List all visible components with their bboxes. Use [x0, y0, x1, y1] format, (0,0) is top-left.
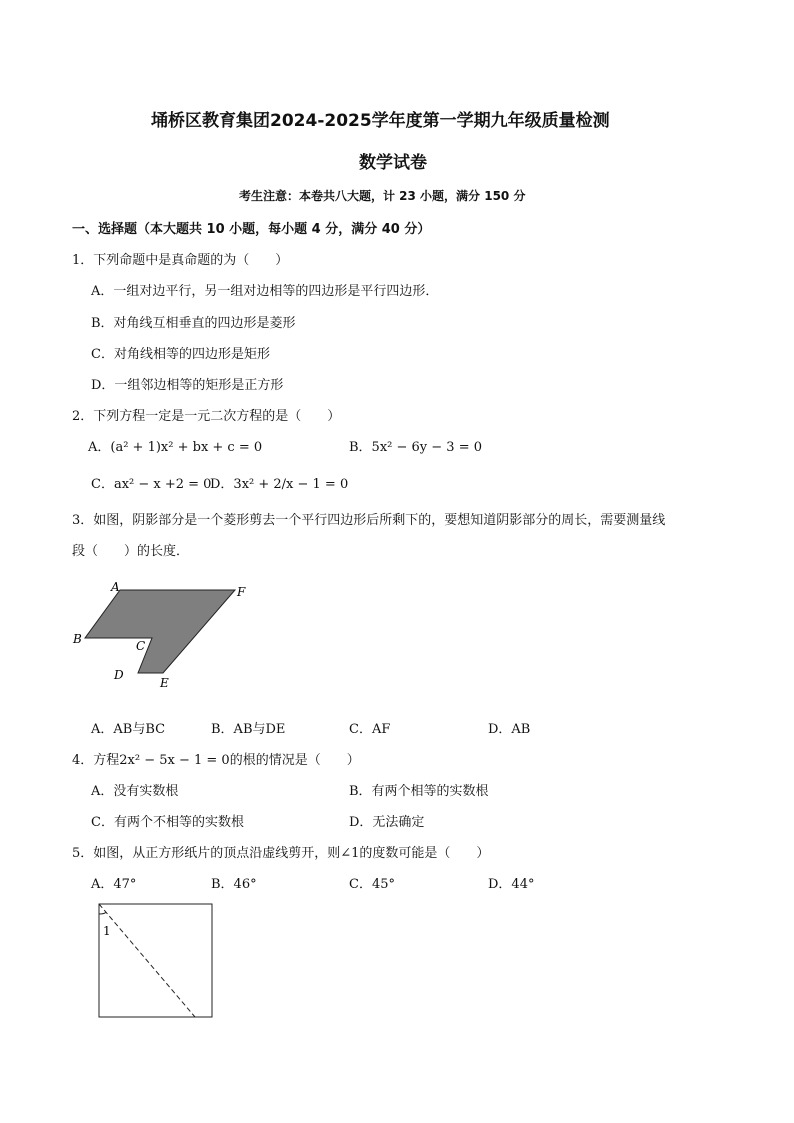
- q3-label-f: F: [237, 585, 246, 599]
- q5-option-d: D．44°: [488, 877, 535, 892]
- q1-option-d: D．一组邻边相等的矩形是正方形: [91, 378, 284, 393]
- q5-dashed-cut: [99, 904, 195, 1017]
- q5-option-c: C．45°: [349, 877, 395, 892]
- q1-option-b: B．对角线互相垂直的四边形是菱形: [91, 316, 296, 331]
- q3-option-b: B．AB与DE: [211, 722, 286, 737]
- q4-option-c: C．有两个不相等的实数根: [91, 815, 244, 830]
- exam-title: 埇桥区教育集团2024-2025学年度第一学期九年级质量检测: [151, 111, 610, 131]
- q5-angle-arc: [99, 912, 106, 914]
- q2-option-a: A．(a² + 1)x² + bx + c = 0: [88, 440, 263, 455]
- q4-option-a: A．没有实数根: [91, 784, 179, 799]
- q3-label-b: B: [73, 632, 82, 646]
- q3-figure: [70, 575, 260, 695]
- q5-option-a: A．47°: [91, 877, 137, 892]
- q3-option-d: D．AB: [488, 722, 531, 737]
- q5-square: [99, 904, 212, 1017]
- q3-option-c: C．AF: [349, 722, 391, 737]
- q3-shaded-region: [85, 590, 235, 673]
- q3-label-c: C: [136, 639, 146, 653]
- section-heading: 一、选择题（本大题共 10 小题，每小题 4 分，满分 40 分）: [72, 222, 431, 237]
- q4-stem: 4．方程2x² − 5x − 1 = 0的根的情况是（ ）: [72, 753, 360, 768]
- q3-label-a: A: [111, 580, 120, 594]
- q3-label-e: E: [160, 676, 169, 690]
- q2-stem: 2．下列方程一定是一元二次方程的是（ ）: [72, 409, 341, 424]
- q1-option-a: A．一组对边平行，另一组对边相等的四边形是平行四边形．: [91, 284, 439, 299]
- q1-stem: 1．下列命题中是真命题的为（ ）: [72, 253, 289, 268]
- q5-figure: [97, 902, 217, 1022]
- q1-option-c: C．对角线相等的四边形是矩形: [91, 347, 270, 362]
- exam-subtitle: 数学试卷: [359, 153, 427, 173]
- q2-option-d: D．3x² + 2/x − 1 = 0: [210, 477, 349, 492]
- q5-option-b: B．46°: [211, 877, 257, 892]
- q5-angle-label: 1: [103, 924, 111, 938]
- q4-option-d: D．无法确定: [349, 815, 425, 830]
- q3-label-d: D: [114, 668, 124, 682]
- q3-stem-line1: 3．如图，阴影部分是一个菱形剪去一个平行四边形后所剩下的，要想知道阴影部分的周长，需要测量线: [72, 513, 666, 528]
- q5-stem: 5．如图，从正方形纸片的顶点沿虚线剪开，则∠1的度数可能是（ ）: [72, 846, 490, 861]
- q3-option-a: A．AB与BC: [91, 722, 166, 737]
- q4-option-b: B．有两个相等的实数根: [349, 784, 489, 799]
- exam-note: 考生注意：本卷共八大题，计 23 小题，满分 150 分: [239, 189, 526, 203]
- q3-stem-line2: 段（ ）的长度．: [72, 544, 190, 559]
- q2-option-c: C．ax² − x +2 = 0: [91, 477, 212, 492]
- q2-option-b: B．5x² − 6y − 3 = 0: [349, 440, 482, 455]
